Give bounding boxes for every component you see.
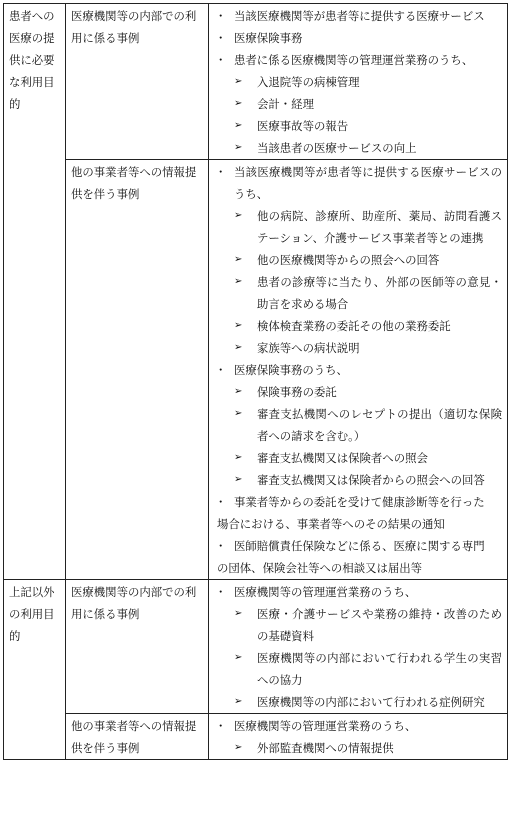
bullet-marker: ・	[215, 495, 227, 509]
table-row	[4, 160, 508, 580]
item-text: 事業者等からの委託を受けて健康診断等を行った	[234, 495, 485, 509]
item-text: 医療機関等の管理運営業務のうち、	[234, 585, 417, 599]
item-text: 保険事務の委託	[257, 385, 337, 399]
case-label-cell: 他の事業者等への情報提供を伴う事例	[66, 714, 209, 760]
arrow-bullet-icon: ➢	[234, 142, 243, 153]
arrow-item	[214, 115, 502, 137]
bullet-marker: ・	[215, 31, 227, 45]
arrow-bullet-icon: ➢	[234, 76, 243, 87]
arrow-bullet-icon: ➢	[234, 608, 243, 619]
arrow-bullet-icon: ➢	[234, 98, 243, 109]
bullet-marker: ・	[215, 9, 227, 23]
item-text: 医療保険事務のうち、	[234, 363, 348, 377]
purpose-cell: 上記以外の利用目的	[4, 580, 66, 760]
bullet-marker: ・	[215, 363, 227, 377]
bullet-item	[214, 359, 502, 381]
arrow-bullet-icon: ➢	[234, 408, 243, 419]
arrow-bullet-icon: ➢	[234, 452, 243, 463]
arrow-bullet-icon: ➢	[234, 276, 243, 287]
arrow-bullet-icon: ➢	[234, 696, 243, 707]
case-label-cell: 医療機関等の内部での利用に係る事例	[66, 4, 209, 160]
example-list-cell	[209, 580, 508, 714]
arrow-item	[214, 469, 502, 491]
item-text: 当該医療機関等が患者等に提供する医療サービス	[234, 9, 485, 23]
case-label-cell: 他の事業者等への情報提供を伴う事例	[66, 160, 209, 580]
example-list-cell	[209, 4, 508, 160]
item-text: 患者に係る医療機関等の管理運営業務のうち、	[234, 53, 474, 67]
item-text: 審査支払機関又は保険者への照会	[257, 451, 428, 465]
arrow-item	[214, 647, 502, 691]
bullet-item	[214, 49, 502, 71]
item-text: 検体検査業務の委託その他の業務委託	[257, 319, 451, 333]
arrow-item	[214, 137, 502, 159]
arrow-bullet-icon: ➢	[234, 474, 243, 485]
item-text: 医療事故等の報告	[257, 119, 349, 133]
arrow-item	[214, 381, 502, 403]
bullet-item	[214, 27, 502, 49]
arrow-item	[214, 337, 502, 359]
purpose-table	[3, 3, 508, 760]
purpose-cell: 患者への医療の提供に必要な利用目的	[4, 4, 66, 580]
arrow-item	[214, 71, 502, 93]
arrow-item	[214, 737, 502, 759]
arrow-bullet-icon: ➢	[234, 210, 243, 221]
example-list-cell	[209, 714, 508, 760]
table-row	[4, 580, 508, 714]
example-list-cell	[209, 160, 508, 580]
bullet-item	[214, 715, 502, 737]
arrow-item	[214, 315, 502, 337]
item-text: 審査支払機関へのレセプトの提出（適切な保険者への請求を含む。）	[257, 407, 502, 443]
item-text: 当該患者の医療サービスの向上	[257, 141, 417, 155]
arrow-item	[214, 271, 502, 315]
item-text: 会計・経理	[257, 97, 314, 111]
arrow-bullet-icon: ➢	[234, 742, 243, 753]
item-text: 家族等への病状説明	[257, 341, 360, 355]
item-text: 審査支払機関又は保険者からの照会への回答	[257, 473, 485, 487]
arrow-bullet-icon: ➢	[234, 254, 243, 265]
arrow-item	[214, 249, 502, 271]
bullet-item	[214, 535, 502, 557]
purpose-table-body	[4, 4, 508, 760]
arrow-item	[214, 205, 502, 249]
arrow-item	[214, 93, 502, 115]
item-text: 医療機関等の内部において行われる学生の実習への協力	[257, 651, 502, 687]
continuation-line	[214, 557, 502, 579]
bullet-marker: ・	[215, 165, 227, 179]
table-row	[4, 714, 508, 760]
bullet-item	[214, 581, 502, 603]
item-text: 医療機関等の管理運営業務のうち、	[234, 719, 417, 733]
bullet-marker: ・	[215, 539, 227, 553]
item-text: 医療保険事務	[234, 31, 303, 45]
item-text: の団体、保険会社等への相談又は届出等	[217, 561, 423, 575]
arrow-bullet-icon: ➢	[234, 320, 243, 331]
item-text: 患者の診療等に当たり、外部の医師等の意見・助言を求める場合	[257, 275, 502, 311]
arrow-bullet-icon: ➢	[234, 652, 243, 663]
item-text: 医療・介護サービスや業務の維持・改善のための基礎資料	[257, 607, 502, 643]
item-text: 医師賠償責任保険などに係る、医療に関する専門	[234, 539, 485, 553]
bullet-marker: ・	[215, 719, 227, 733]
arrow-bullet-icon: ➢	[234, 342, 243, 353]
bullet-item	[214, 5, 502, 27]
item-text: 外部監査機関への情報提供	[257, 741, 394, 755]
continuation-line	[214, 513, 502, 535]
item-text: 他の医療機関等からの照会への回答	[257, 253, 440, 267]
arrow-bullet-icon: ➢	[234, 120, 243, 131]
arrow-item	[214, 603, 502, 647]
arrow-item	[214, 447, 502, 469]
table-row	[4, 4, 508, 160]
item-text: 医療機関等の内部において行われる症例研究	[257, 695, 485, 709]
arrow-bullet-icon: ➢	[234, 386, 243, 397]
bullet-item	[214, 161, 502, 205]
item-text: 入退院等の病棟管理	[257, 75, 360, 89]
item-text: 当該医療機関等が患者等に提供する医療サービスのうち、	[234, 165, 502, 201]
bullet-item	[214, 491, 502, 513]
item-text: 他の病院、診療所、助産所、薬局、訪問看護ステーション、介護サービス事業者等との連携	[257, 209, 502, 245]
arrow-item	[214, 403, 502, 447]
bullet-marker: ・	[215, 585, 227, 599]
bullet-marker: ・	[215, 53, 227, 67]
item-text: 場合における、事業者等へのその結果の通知	[217, 517, 445, 531]
arrow-item	[214, 691, 502, 713]
case-label-cell: 医療機関等の内部での利用に係る事例	[66, 580, 209, 714]
